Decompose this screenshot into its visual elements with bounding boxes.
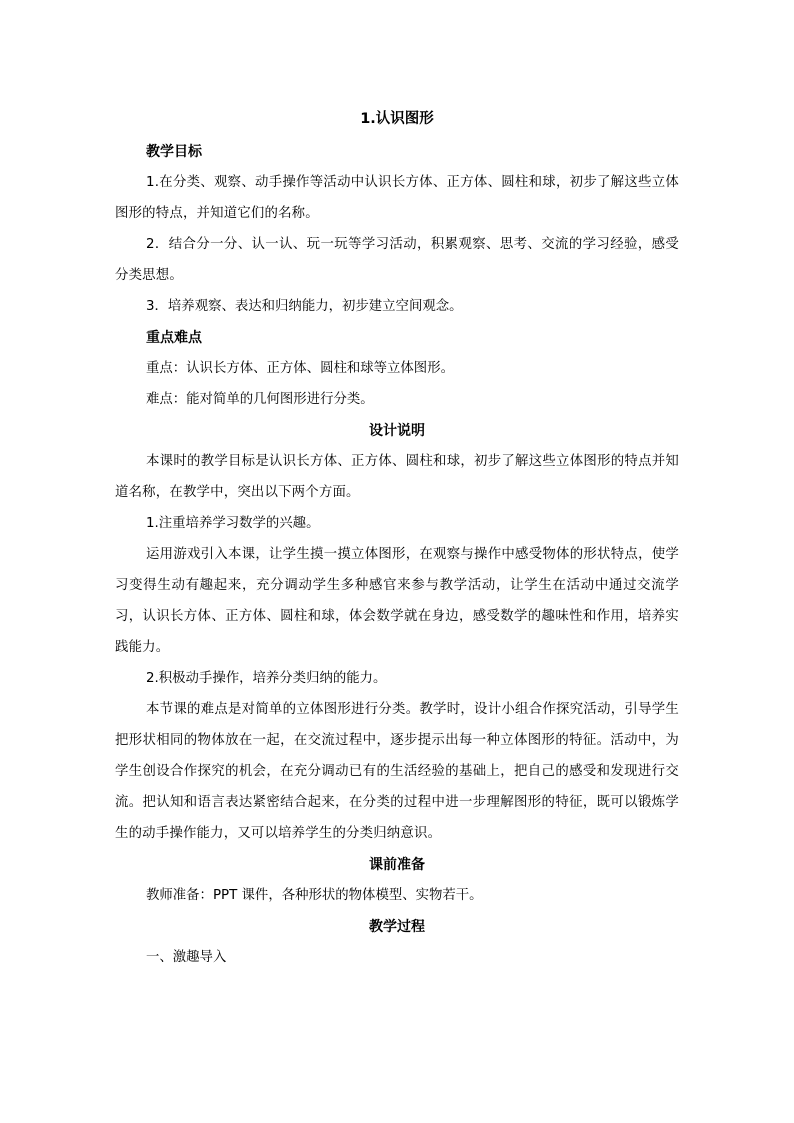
objective-2: 2．结合分一分、认一认、玩一玩等学习活动，积累观察、思考、交流的学习经验，感受分类思想。: [115, 237, 679, 283]
objective-3: 3．培养观察、表达和归纳能力，初步建立空间观念。: [146, 299, 463, 314]
prep-heading: 课前准备: [369, 857, 425, 873]
keypoint-text: 重点：认识长方体、正方体、圆柱和球等立体图形。: [146, 361, 454, 376]
keypoints-heading: 重点难点: [146, 330, 202, 346]
document-title: 1.认识图形: [360, 111, 434, 127]
design-heading: 设计说明: [369, 423, 425, 439]
objective-1: 1.在分类、观察、动手操作等活动中认识长方体、正方体、圆柱和球，初步了解这些立体图形的特点，并知道它们的名称。: [115, 175, 679, 221]
design-point1-body: 运用游戏引入本课，让学生摸一摸立体图形，在观察与操作中感受物体的形状特点，使学习变得生动有趣起来，充分调动学生多种感官来参与教学活动，让学生在活动中通过交流学习，认识长方体、正方体、圆柱和球，体会数学就在身边，感受数学的趣味性和作用，培养实践能力。: [115, 547, 679, 655]
design-point2-title: 2.积极动手操作，培养分类归纳的能力。: [146, 671, 387, 686]
difficulty-text: 难点：能对简单的几何图形进行分类。: [146, 392, 374, 407]
process-heading: 教学过程: [369, 919, 425, 935]
design-intro: 本课时的教学目标是认识长方体、正方体、圆柱和球，初步了解这些立体图形的特点并知道名称，在教学中，突出以下两个方面。: [115, 454, 679, 500]
document-page: [115, 0, 679, 1123]
process-step-1: 一、激趣导入: [146, 950, 227, 965]
design-point2-body: 本节课的难点是对简单的立体图形进行分类。教学时，设计小组合作探究活动，引导学生把形状相同的物体放在一起，在交流过程中，逐步提示出每一种立体图形的特征。活动中，为学生创设合作探究的机会，在充分调动已有的生活经验的基础上，把自己的感受和发现进行交流。把认知和语言表达紧密结合起来，在分类的过程中进一步理解图形的特征，既可以锻炼学生的动手操作能力，又可以培养学生的分类归纳意识。: [115, 702, 679, 841]
prep-text: 教师准备：PPT 课件，各种形状的物体模型、实物若干。: [146, 888, 483, 903]
design-point1-title: 1.注重培养学习数学的兴趣。: [146, 516, 320, 531]
objectives-heading: 教学目标: [146, 144, 202, 160]
